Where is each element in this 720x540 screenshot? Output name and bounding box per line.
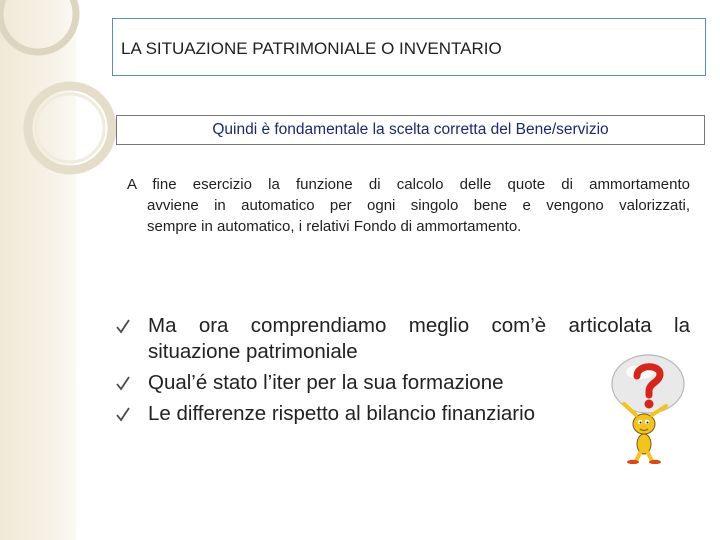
description-paragraph — [127, 174, 690, 237]
checkmark-icon — [116, 375, 130, 391]
subtitle-box — [116, 115, 705, 145]
checkmark-icon — [116, 406, 130, 422]
question-mark-mascot-icon — [600, 352, 692, 464]
paragraph-line: A fine esercizio la funzione di calcolo delle quote di ammortamento — [127, 176, 690, 193]
title-box — [112, 18, 706, 76]
slide-title: LA SITUAZIONE PATRIMONIALE O INVENTARIO — [121, 39, 502, 58]
checkmark-icon — [116, 318, 130, 334]
paragraph-line: sempre in automatico, i relativi Fondo di ammortamento. — [147, 218, 522, 235]
slide-subtitle: Quindi è fondamentale la scelta corretta del Bene/servizio — [212, 121, 609, 138]
decorative-side-band — [0, 0, 76, 540]
bullet-text: situazione patrimoniale — [148, 340, 358, 363]
bullet-text: Qual’é stato l’iter per la sua formazione — [148, 371, 504, 394]
bullet-text: Ma ora comprendiamo meglio com’è articolata la — [148, 314, 690, 337]
paragraph-line: avviene in automatico per ogni singolo bene e vengono valorizzati, — [147, 197, 690, 214]
bullet-text: Le differenze rispetto al bilancio finanziario — [148, 402, 536, 425]
